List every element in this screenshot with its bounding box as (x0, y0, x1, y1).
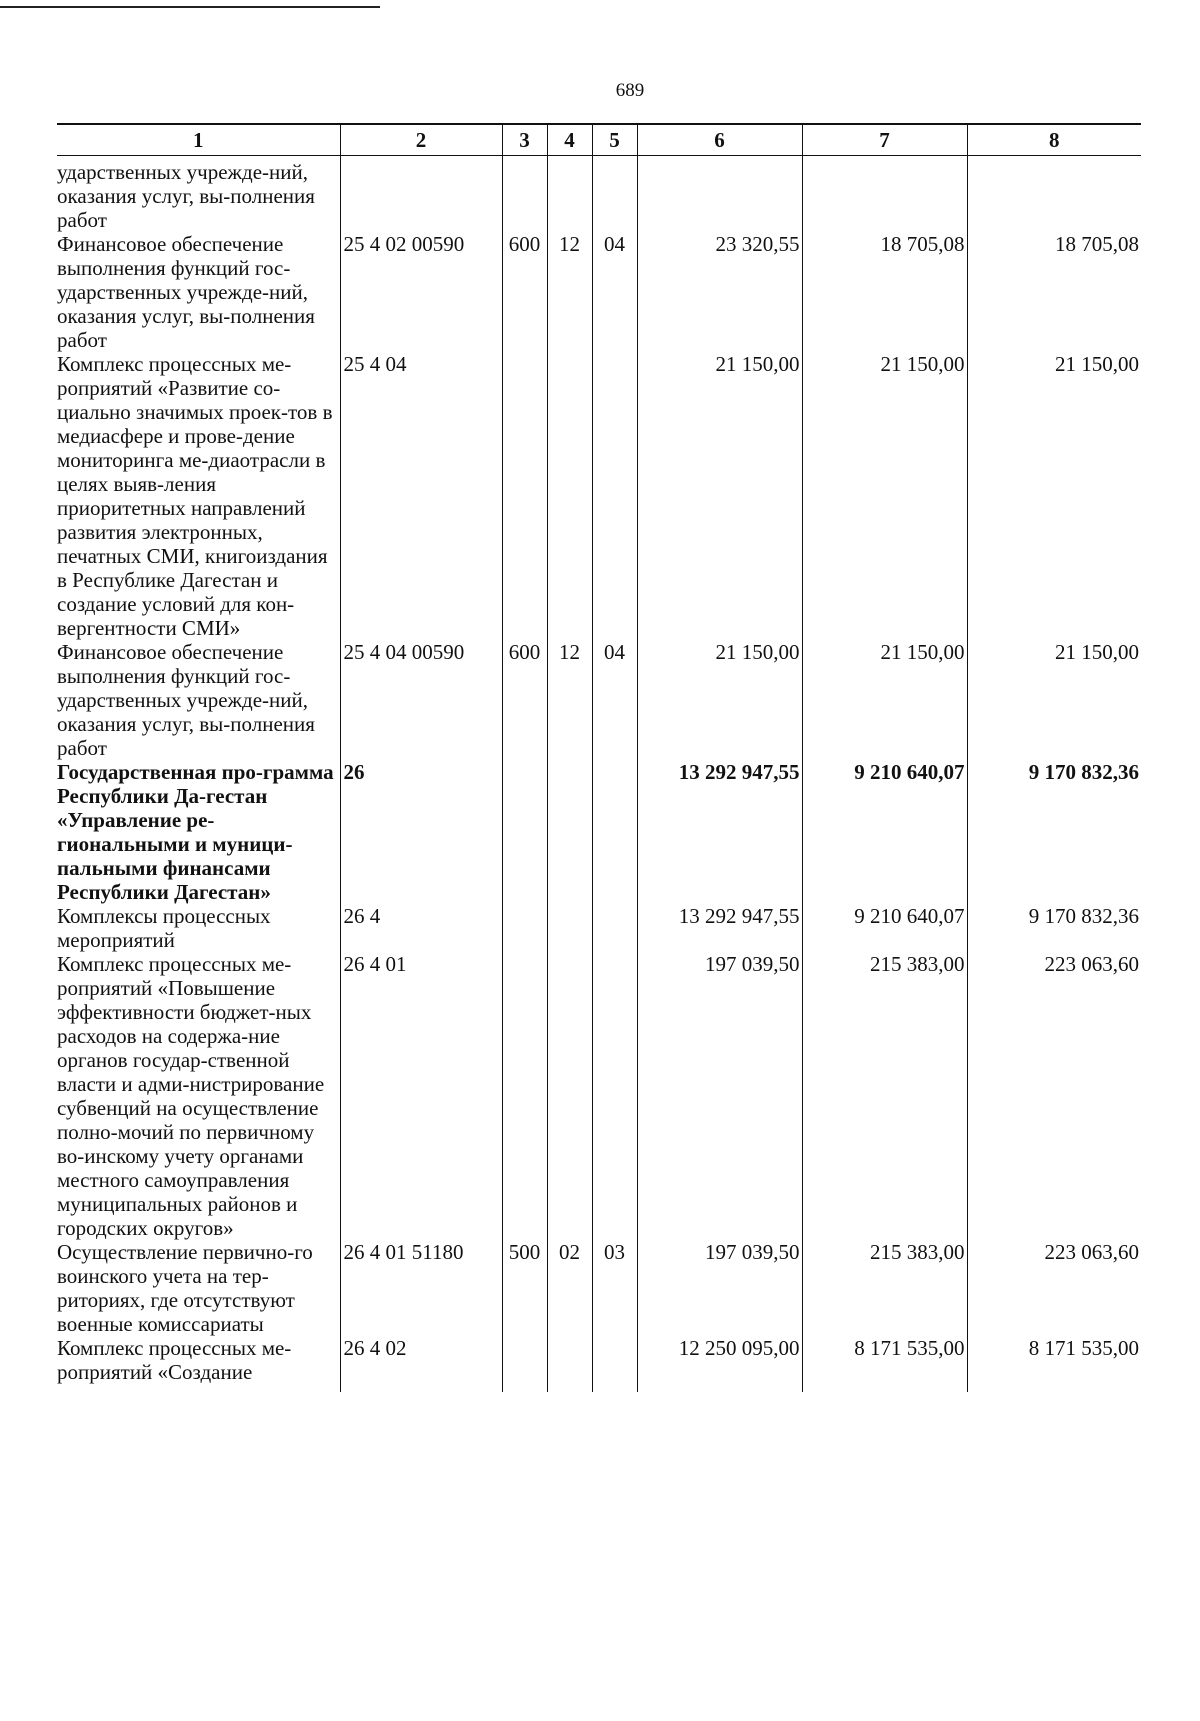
row-name: Государственная про-грамма Республики Да-гестан «Управление ре-гиональными и муници-пальными финансами Республики Дагестан» (57, 760, 334, 904)
row-col4: 12 (547, 232, 592, 352)
col-header-2: 2 (340, 124, 502, 156)
row-value-7: 8 171 535,00 (802, 1336, 967, 1392)
row-value-8: 8 171 535,00 (967, 1336, 1141, 1392)
row-code: 26 (340, 760, 502, 904)
table-row (57, 640, 1141, 760)
row-code (340, 156, 502, 233)
table-row (57, 1240, 1141, 1336)
row-col3: 600 (502, 640, 547, 760)
row-value-7: 18 705,08 (802, 232, 967, 352)
row-value-6: 21 150,00 (637, 352, 802, 640)
row-value-8: 9 170 832,36 (967, 760, 1141, 904)
row-col3 (502, 760, 547, 904)
row-value-8: 223 063,60 (967, 952, 1141, 1240)
row-col3: 500 (502, 1240, 547, 1336)
row-value-8 (967, 156, 1141, 233)
row-value-7: 9 210 640,07 (802, 760, 967, 904)
row-col4 (547, 1336, 592, 1392)
row-value-7 (802, 156, 967, 233)
col-header-1: 1 (57, 124, 340, 156)
row-col4 (547, 952, 592, 1240)
row-col5 (592, 952, 637, 1240)
row-col4: 02 (547, 1240, 592, 1336)
row-name: Финансовое обеспечение выполнения функций гос-ударственных учрежде-ний, оказания услуг, вы-полнения работ (57, 232, 315, 352)
row-col3: 600 (502, 232, 547, 352)
row-col5: 04 (592, 640, 637, 760)
budget-table (57, 123, 1141, 1392)
col-header-8: 8 (967, 124, 1141, 156)
col-header-6: 6 (637, 124, 802, 156)
row-value-6: 197 039,50 (637, 1240, 802, 1336)
row-value-8: 18 705,08 (967, 232, 1141, 352)
row-value-7: 9 210 640,07 (802, 904, 967, 952)
row-col4 (547, 156, 592, 233)
row-code: 25 4 04 (340, 352, 502, 640)
row-code: 25 4 02 00590 (340, 232, 502, 352)
row-value-8: 223 063,60 (967, 1240, 1141, 1336)
row-value-7: 21 150,00 (802, 352, 967, 640)
row-name: Финансовое обеспечение выполнения функций гос-ударственных учрежде-ний, оказания услуг, вы-полнения работ (57, 640, 315, 760)
row-name: Комплекс процессных ме-роприятий «Создание (57, 1336, 292, 1384)
row-code: 26 4 02 (340, 1336, 502, 1392)
header-row (57, 124, 1141, 156)
page-number: 689 (615, 80, 645, 101)
row-value-6: 13 292 947,55 (637, 760, 802, 904)
row-value-7: 215 383,00 (802, 952, 967, 1240)
row-code: 26 4 01 51180 (340, 1240, 502, 1336)
row-col4 (547, 352, 592, 640)
row-col4: 12 (547, 640, 592, 760)
row-value-6: 13 292 947,55 (637, 904, 802, 952)
row-value-8: 21 150,00 (967, 352, 1141, 640)
row-code: 26 4 01 (340, 952, 502, 1240)
row-col5: 03 (592, 1240, 637, 1336)
table-row (57, 232, 1141, 352)
row-value-6: 12 250 095,00 (637, 1336, 802, 1392)
row-col3 (502, 952, 547, 1240)
row-value-7: 215 383,00 (802, 1240, 967, 1336)
row-value-7: 21 150,00 (802, 640, 967, 760)
row-col3 (502, 904, 547, 952)
table-row (57, 156, 1141, 233)
row-name: Осуществление первично-го воинского учета на тер-риториях, где отсутствуют военные комиссариаты (57, 1240, 313, 1336)
col-header-4: 4 (547, 124, 592, 156)
row-col5 (592, 156, 637, 233)
row-col5 (592, 352, 637, 640)
row-value-6: 197 039,50 (637, 952, 802, 1240)
table-row-program (57, 760, 1141, 904)
row-col5 (592, 1336, 637, 1392)
col-header-7: 7 (802, 124, 967, 156)
row-col5: 04 (592, 232, 637, 352)
table-row (57, 904, 1141, 952)
row-col5 (592, 760, 637, 904)
row-name: ударственных учрежде-ний, оказания услуг, вы-полнения работ (57, 160, 315, 232)
row-value-8: 21 150,00 (967, 640, 1141, 760)
row-value-6: 21 150,00 (637, 640, 802, 760)
table-row (57, 1336, 1141, 1392)
row-col3 (502, 352, 547, 640)
row-name: Комплекс процессных ме-роприятий «Развитие со-циально значимых проек-тов в медиасфере и прове-дение мониторинга ме-диаотрасли в целях выяв-ления приоритетных направлений развития электронных, печатных СМИ, книгоиздания в Республике Дагестан и создание условий для кон-вергентности СМИ» (57, 352, 333, 640)
row-value-6 (637, 156, 802, 233)
row-col5 (592, 904, 637, 952)
row-code: 26 4 (340, 904, 502, 952)
row-value-6: 23 320,55 (637, 232, 802, 352)
row-name: Комплекс процессных ме-роприятий «Повышение эффективности бюджет-ных расходов на содержа-ние органов государ-ственной власти и адми-нистрирование субвенций на осуществление полно-мочий по первичному во-инскому учету органами местного самоуправления муниципальных районов и городских округов» (57, 952, 325, 1240)
col-header-3: 3 (502, 124, 547, 156)
col-header-5: 5 (592, 124, 637, 156)
table-row (57, 352, 1141, 640)
top-rule (0, 6, 380, 8)
row-col4 (547, 760, 592, 904)
row-value-8: 9 170 832,36 (967, 904, 1141, 952)
row-col3 (502, 1336, 547, 1392)
row-name: Комплексы процессных мероприятий (57, 904, 271, 952)
row-col3 (502, 156, 547, 233)
row-col4 (547, 904, 592, 952)
row-code: 25 4 04 00590 (340, 640, 502, 760)
table-row (57, 952, 1141, 1240)
